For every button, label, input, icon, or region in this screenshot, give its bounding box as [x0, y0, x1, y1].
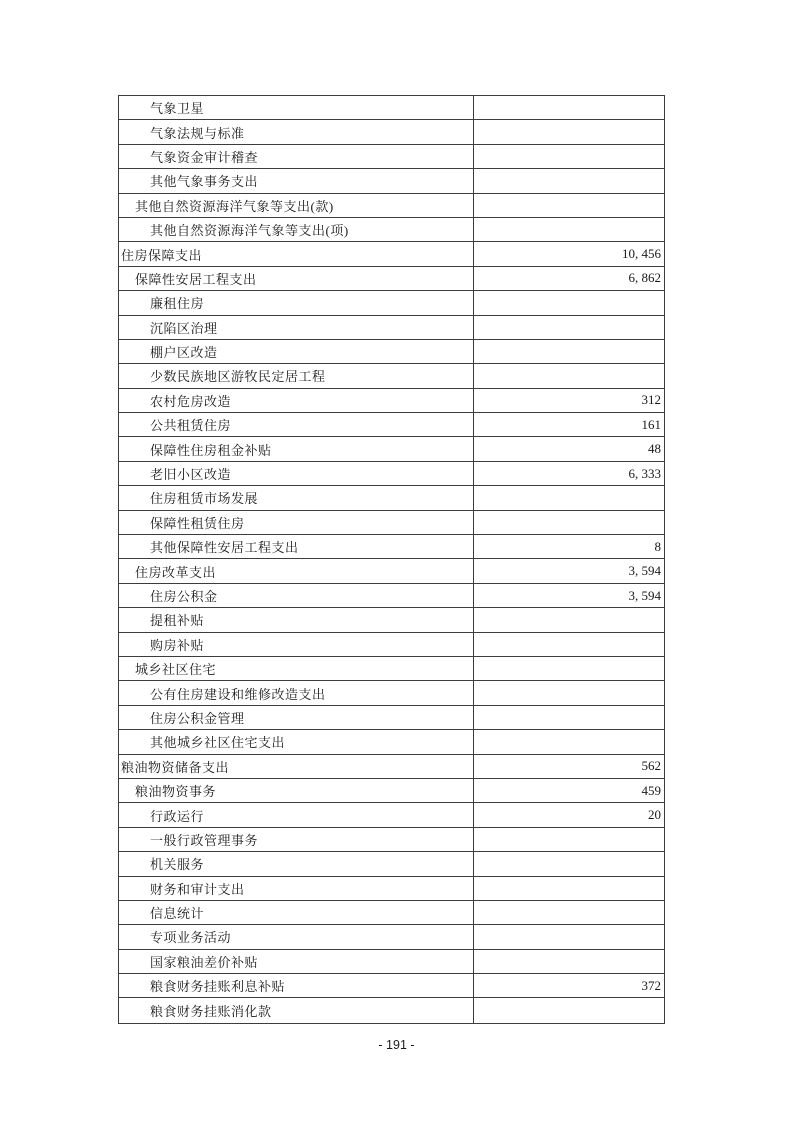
row-label: 国家粮油差价补贴: [150, 954, 259, 970]
row-label: 粮油物资事务: [135, 784, 217, 800]
page-number: - 191 -: [378, 1038, 415, 1052]
table-row: [119, 242, 664, 266]
row-value: [473, 218, 664, 241]
row-label: 住房租赁市场发展: [150, 491, 259, 507]
row-value: 312: [473, 389, 664, 412]
row-value: [473, 194, 664, 217]
table-row: [119, 828, 664, 852]
table-row: [119, 657, 664, 681]
row-label: 财务和审计支出: [150, 881, 245, 897]
table-row: [119, 169, 664, 193]
row-label: 住房保障支出: [121, 247, 203, 263]
row-label: 专项业务活动: [150, 930, 232, 946]
row-label: 城乡社区住宅: [135, 662, 217, 678]
row-value: [473, 925, 664, 948]
row-label: 住房改革支出: [135, 564, 217, 580]
row-value: [473, 96, 664, 119]
row-label: 气象法规与标准: [150, 125, 245, 141]
row-label: 其他自然资源海洋气象等支出(项): [150, 223, 349, 239]
table-row: [119, 437, 664, 461]
table-row: [119, 608, 664, 632]
row-label: 农村危房改造: [150, 393, 232, 409]
row-value: [473, 145, 664, 168]
row-value: [473, 852, 664, 875]
budget-table: [118, 95, 665, 1024]
table-row: [119, 535, 664, 559]
row-label: 机关服务: [150, 857, 205, 873]
row-value: 6, 862: [473, 267, 664, 290]
row-label: 购房补贴: [150, 637, 205, 653]
table-row: [119, 559, 664, 583]
row-value: [473, 877, 664, 900]
row-value: [473, 730, 664, 753]
row-value: 3, 594: [473, 584, 664, 607]
table-row: [119, 779, 664, 803]
row-label: 住房公积金: [150, 589, 218, 604]
row-value: 161: [473, 413, 664, 436]
table-row: [119, 730, 664, 754]
row-value: [473, 316, 664, 339]
row-value: [473, 340, 664, 363]
table-row: [119, 974, 664, 998]
row-label: 行政运行: [150, 808, 205, 824]
row-label: 老旧小区改造: [150, 467, 232, 483]
row-label: 粮食财务挂账利息补贴: [150, 979, 286, 995]
row-label: 公有住房建设和维修改造支出: [150, 686, 326, 702]
table-row: [119, 901, 664, 925]
row-value: 372: [473, 974, 664, 997]
row-label: 粮食财务挂账消化款: [150, 1004, 272, 1020]
table-row: [119, 291, 664, 315]
row-label: 沉陷区治理: [150, 320, 218, 336]
row-value: [473, 364, 664, 387]
row-label: 住房公积金管理: [150, 710, 245, 726]
table-row: [119, 633, 664, 657]
row-value: [473, 291, 664, 314]
table-row: [119, 998, 664, 1022]
table-row: [119, 364, 664, 388]
table-row: [119, 96, 664, 120]
row-label: 提租补贴: [150, 613, 205, 629]
row-value: [473, 633, 664, 656]
table-row: [119, 681, 664, 705]
row-value: [473, 998, 664, 1022]
row-label: 其他自然资源海洋气象等支出(款): [135, 198, 334, 214]
row-label: 气象资金审计稽查: [150, 149, 259, 165]
table-row: [119, 755, 664, 779]
row-value: 3, 594: [473, 559, 664, 582]
table-row: [119, 950, 664, 974]
row-value: [473, 169, 664, 192]
row-label: 公共租赁住房: [150, 418, 232, 434]
row-value: 6, 333: [473, 462, 664, 485]
table-row: [119, 340, 664, 364]
table-row: [119, 486, 664, 510]
row-value: [473, 511, 664, 534]
row-value: 48: [473, 437, 664, 460]
table-row: [119, 316, 664, 340]
table-row: [119, 389, 664, 413]
row-label: 其他保障性安居工程支出: [150, 540, 299, 556]
row-value: 562: [473, 755, 664, 778]
row-label: 廉租住房: [150, 296, 205, 312]
row-label: 其他城乡社区住宅支出: [150, 735, 286, 751]
table-row: [119, 120, 664, 144]
row-label: 其他气象事务支出: [150, 174, 259, 190]
table-row: [119, 267, 664, 291]
row-value: [473, 950, 664, 973]
row-value: [473, 486, 664, 509]
row-value: 10, 456: [473, 242, 664, 265]
table-row: [119, 145, 664, 169]
row-value: 459: [473, 779, 664, 802]
row-value: 20: [473, 803, 664, 826]
row-value: [473, 828, 664, 851]
row-label: 一般行政管理事务: [150, 832, 259, 848]
row-label: 气象卫星: [150, 101, 205, 117]
row-value: [473, 657, 664, 680]
row-value: [473, 706, 664, 729]
table-row: [119, 706, 664, 730]
table-row: [119, 803, 664, 827]
table-row: [119, 413, 664, 437]
table-row: [119, 877, 664, 901]
table-row: [119, 925, 664, 949]
table-row: [119, 462, 664, 486]
row-label: 保障性安居工程支出: [135, 271, 257, 287]
row-label: 少数民族地区游牧民定居工程: [150, 369, 326, 385]
row-label: 棚户区改造: [150, 345, 218, 361]
row-label: 保障性住房租金补贴: [150, 442, 272, 458]
table-row: [119, 194, 664, 218]
row-value: [473, 681, 664, 704]
row-label: 保障性租赁住房: [150, 515, 245, 531]
row-value: [473, 901, 664, 924]
row-value: [473, 608, 664, 631]
table-row: [119, 218, 664, 242]
table-row: [119, 584, 664, 608]
row-value: [473, 120, 664, 143]
table-row: [119, 852, 664, 876]
row-value: 8: [473, 535, 664, 558]
row-label: 信息统计: [150, 906, 205, 922]
table-row: [119, 511, 664, 535]
row-label: 粮油物资储备支出: [121, 759, 230, 775]
